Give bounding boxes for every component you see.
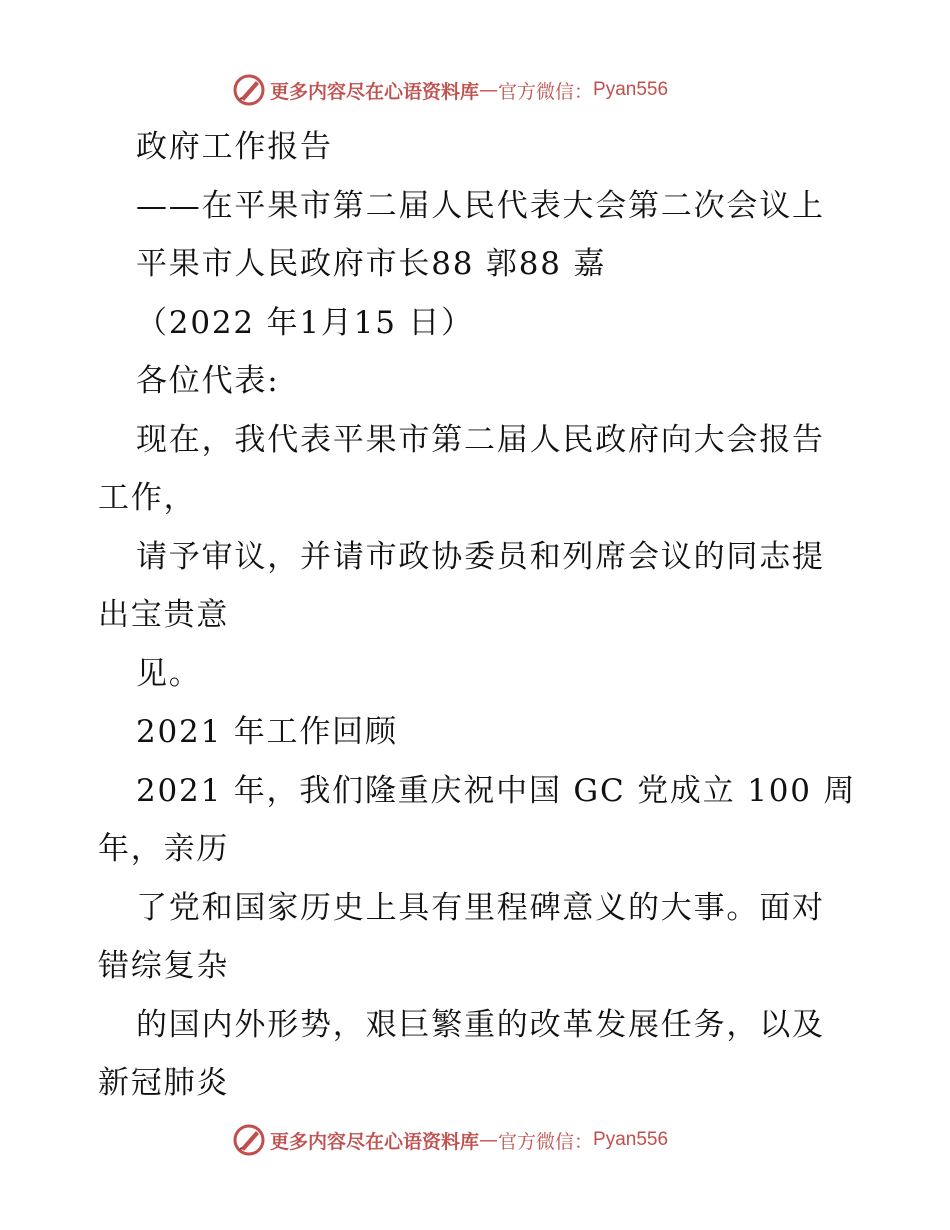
doc-text-line: 2021 年，我们隆重庆祝中国 GC 党成立 100 周: [136, 772, 857, 809]
quill-logo-icon: [232, 1123, 266, 1157]
doc-text-line: 新冠肺炎: [98, 1065, 230, 1101]
document-body: [98, 118, 858, 1113]
doc-text-line: 出宝贵意: [98, 597, 230, 633]
doc-text-line: 请予审议，并请市政协委员和列席会议的同志提: [136, 538, 825, 575]
doc-text-line: 工作，: [98, 480, 197, 516]
watermark-label: 官方微信：: [498, 1130, 594, 1153]
watermark-site-text: 更多内容尽在心语资料库: [270, 1130, 480, 1153]
doc-salutation: 各位代表:: [136, 363, 280, 399]
watermark-id: Pyan556: [593, 79, 669, 100]
section-heading: 2021 年工作回顾: [136, 714, 398, 750]
doc-text-line: 错综复杂: [98, 948, 230, 984]
watermark-label: 官方微信：: [498, 80, 594, 103]
watermark-site-text: 更多内容尽在心语资料库: [270, 80, 480, 103]
watermark-dash: —: [479, 79, 499, 101]
doc-author: 平果市人民政府市长88 郭88 嘉: [136, 246, 607, 282]
watermark-id: Pyan556: [593, 1129, 669, 1150]
doc-text-line: 的国内外形势，艰巨繁重的改革发展任务，以及: [136, 1006, 825, 1043]
quill-logo-icon: [232, 73, 266, 107]
footer-watermark: [232, 1122, 668, 1158]
watermark-dash: —: [479, 1129, 499, 1151]
doc-title: 政府工作报告: [136, 129, 333, 165]
doc-subtitle: ——在平果市第二届人民代表大会第二次会议上: [136, 187, 825, 224]
doc-text-line: 现在，我代表平果市第二届人民政府向大会报告: [136, 421, 825, 458]
doc-text-line: 了党和国家历史上具有里程碑意义的大事。面对: [136, 889, 825, 926]
doc-text-line: 年，亲历: [98, 831, 230, 867]
header-watermark: [232, 72, 668, 108]
doc-date: （2022 年1月15 日）: [136, 304, 474, 341]
doc-text-line: 见。: [136, 655, 202, 692]
